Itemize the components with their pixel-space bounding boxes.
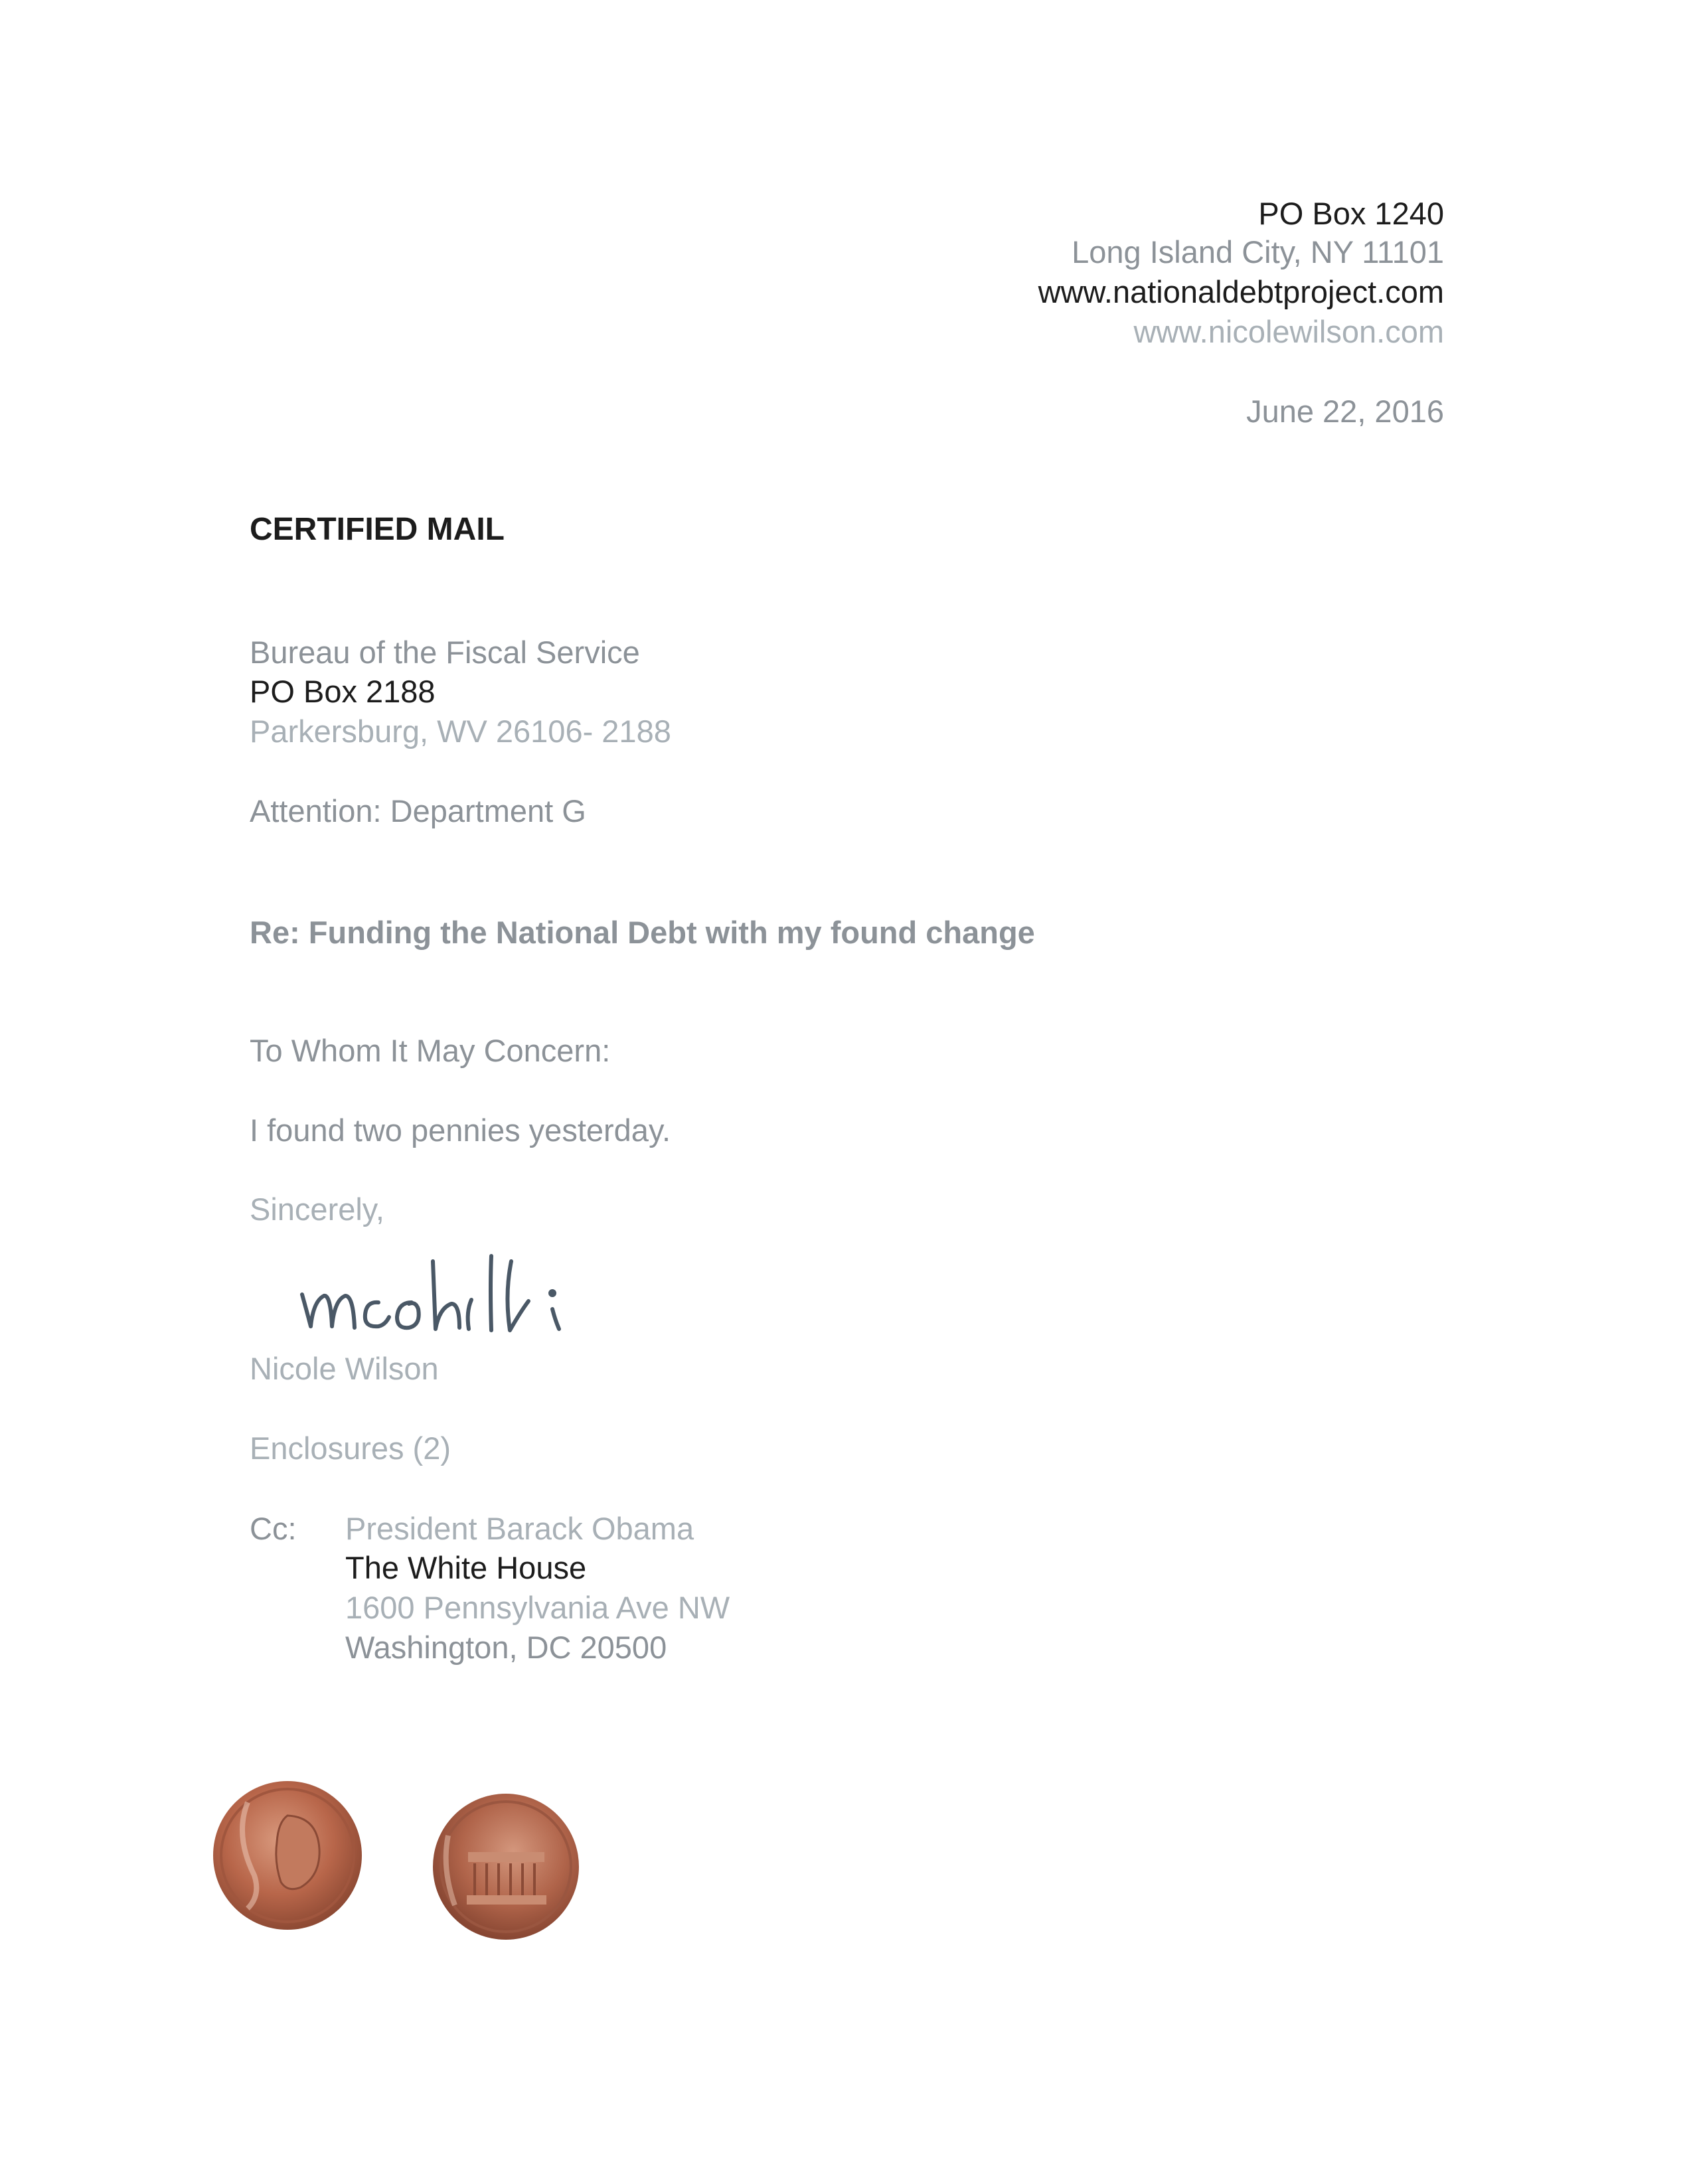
subject-line: Re: Funding the National Debt with my found change xyxy=(250,915,1035,950)
body-text: I found two pennies yesterday. xyxy=(250,1113,671,1148)
cc-label: Cc: xyxy=(250,1511,297,1546)
sender-website-1: www.nationaldebtproject.com xyxy=(1038,274,1444,309)
cc-line-1: The White House xyxy=(345,1550,587,1585)
recipient-po-box: PO Box 2188 xyxy=(250,674,436,709)
recipient-name: Bureau of the Fiscal Service xyxy=(250,635,640,670)
enclosures-note: Enclosures (2) xyxy=(250,1431,451,1466)
recipient-attention: Attention: Department G xyxy=(250,793,586,828)
sender-website-2: www.nicolewilson.com xyxy=(1133,314,1444,349)
penny-reverse xyxy=(428,1789,584,1945)
recipient-city: Parkersburg, WV 26106- 2188 xyxy=(250,714,671,749)
cc-name: President Barack Obama xyxy=(345,1511,694,1546)
salutation: To Whom It May Concern: xyxy=(250,1033,611,1068)
cc-line-3: Washington, DC 20500 xyxy=(345,1630,667,1665)
mail-type-heading: CERTIFIED MAIL xyxy=(250,512,505,547)
closing: Sincerely, xyxy=(250,1192,384,1227)
signer-name: Nicole Wilson xyxy=(250,1351,439,1386)
penny-obverse xyxy=(208,1776,367,1935)
handwritten-signature xyxy=(292,1248,637,1348)
sender-city: Long Island City, NY 11101 xyxy=(1072,234,1444,270)
letter-date: June 22, 2016 xyxy=(1246,394,1444,429)
sender-po-box: PO Box 1240 xyxy=(1258,196,1444,231)
cc-line-2: 1600 Pennsylvania Ave NW xyxy=(345,1590,730,1625)
